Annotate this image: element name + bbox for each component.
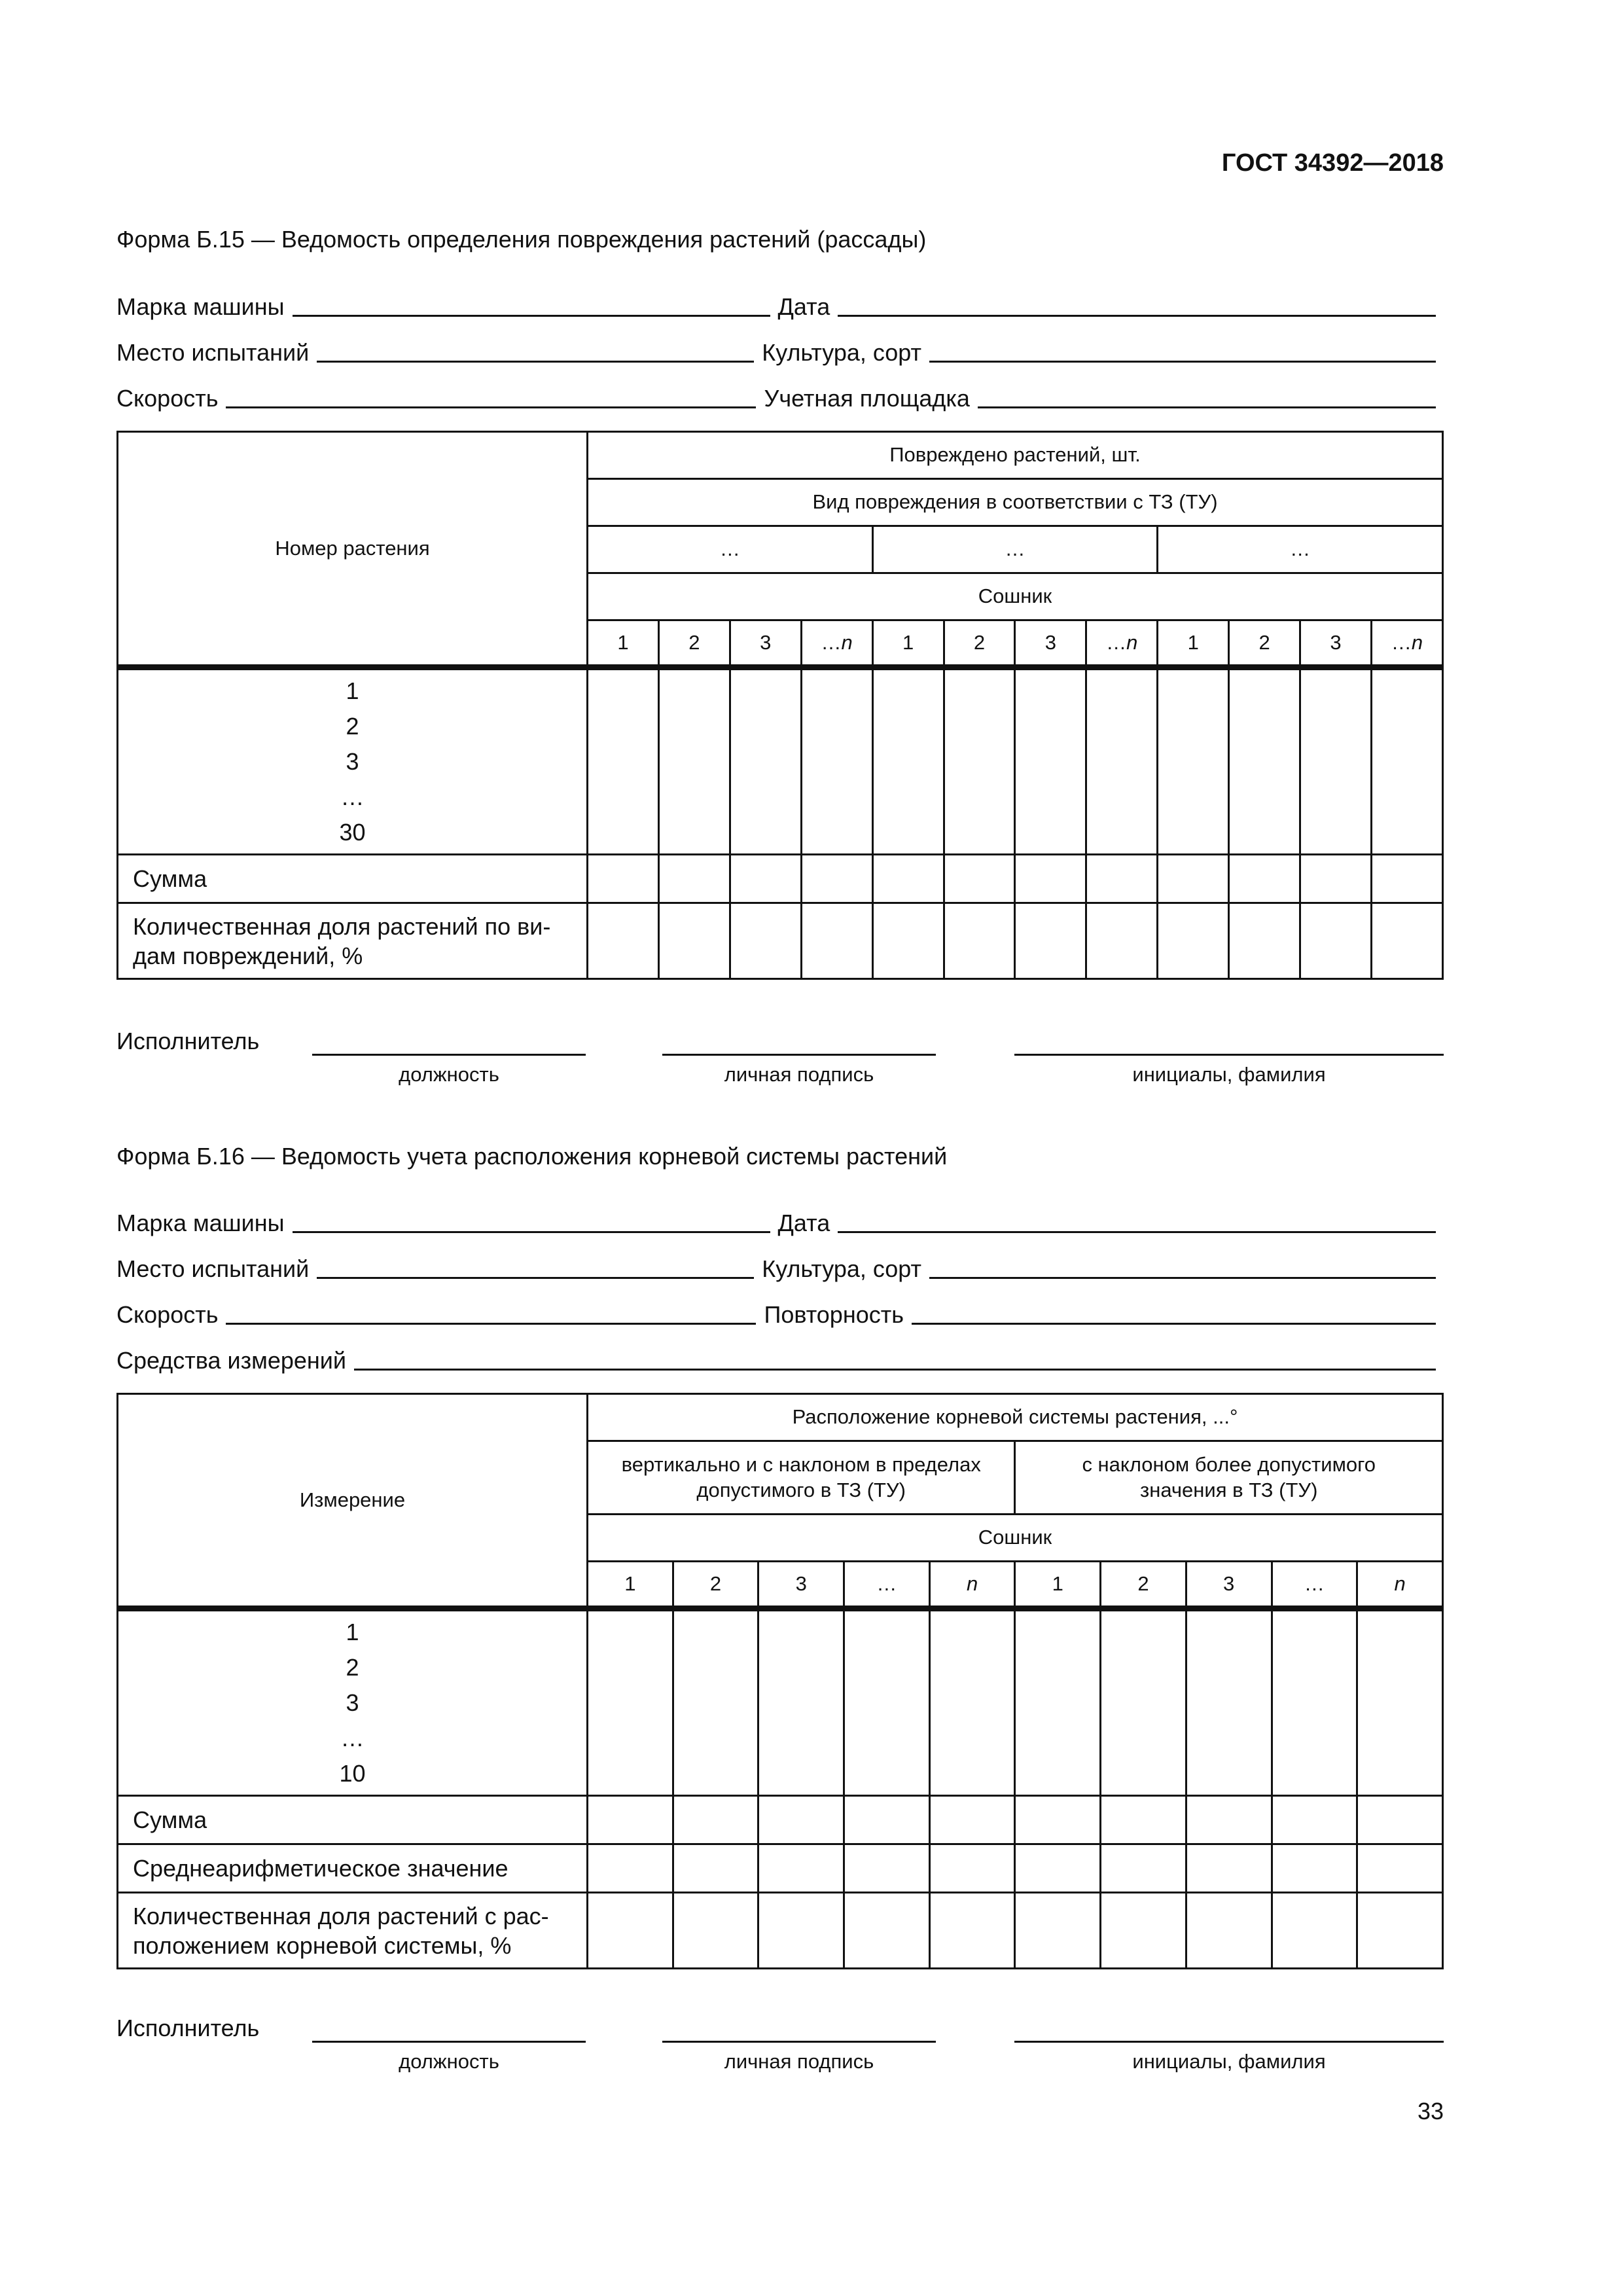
damaged-header: Повреждено растений, шт. xyxy=(588,432,1443,479)
col-header: 1 xyxy=(588,1562,673,1609)
culture-label: Культура, сорт xyxy=(762,339,922,366)
form16-title: Форма Б.16 — Ведомость учета расположения корневой системы растений xyxy=(116,1143,948,1170)
date-field[interactable] xyxy=(838,1231,1436,1233)
date-label: Дата xyxy=(777,293,830,320)
brand-field[interactable] xyxy=(293,1231,770,1233)
plot-label: Учетная площадка xyxy=(764,385,970,412)
form15-name-line[interactable] xyxy=(1014,1054,1444,1056)
col-header: 3 xyxy=(758,1562,844,1609)
form15-table xyxy=(116,431,1444,980)
culture-field[interactable] xyxy=(929,1277,1436,1279)
form15-position-caption: должность xyxy=(399,1063,499,1086)
damage-type-header: Вид повреждения в соответствии с ТЗ (ТУ) xyxy=(588,479,1443,526)
form15-position-line[interactable] xyxy=(312,1054,586,1056)
col-header-n: …n xyxy=(1371,620,1442,668)
speed-field[interactable] xyxy=(226,1323,756,1325)
brand-label: Марка машины xyxy=(116,293,285,320)
measure-field[interactable] xyxy=(354,1369,1436,1371)
form16-name-line[interactable] xyxy=(1014,2041,1444,2043)
place-field[interactable] xyxy=(317,1277,754,1279)
brand-field[interactable] xyxy=(293,315,770,317)
share-row-label: Количественная доля растений с рас- положением корневой системы, % xyxy=(118,1893,588,1969)
speed-label: Скорость xyxy=(116,1301,219,1328)
damage-group-2: … xyxy=(872,526,1158,573)
form16-executor-label: Исполнитель xyxy=(116,2015,260,2041)
col-header: … xyxy=(844,1562,930,1609)
col-header-n: …n xyxy=(801,620,872,668)
col-header: 3 xyxy=(730,620,801,668)
col-header: 2 xyxy=(658,620,730,668)
form16-row3 xyxy=(116,1296,1444,1329)
plant-number-header: Номер растения xyxy=(118,432,588,668)
page-number: 33 xyxy=(1417,2098,1444,2125)
date-field[interactable] xyxy=(838,315,1436,317)
root-location-header: Расположение корневой системы растения, ...° xyxy=(588,1394,1443,1441)
form15-executor-label: Исполнитель xyxy=(116,1028,260,1054)
form16-name-caption: инициалы, фамилия xyxy=(1132,2050,1326,2073)
form16-row4 xyxy=(116,1342,1444,1374)
mean-row-label: Среднеарифметическое значение xyxy=(118,1844,588,1893)
form15-sign-line[interactable] xyxy=(662,1054,936,1056)
place-label: Место испытаний xyxy=(116,339,310,366)
date-label: Дата xyxy=(777,1210,830,1236)
form15-row2 xyxy=(116,334,1444,367)
culture-field[interactable] xyxy=(929,361,1436,363)
col-header: 1 xyxy=(1015,1562,1101,1609)
repeat-field[interactable] xyxy=(912,1323,1436,1325)
form16-row2 xyxy=(116,1250,1444,1283)
plant-numbers: 1 2 3 … 30 xyxy=(118,668,588,855)
col-header: … xyxy=(1272,1562,1357,1609)
speed-field[interactable] xyxy=(226,406,756,408)
place-field[interactable] xyxy=(317,361,754,363)
form16-row1 xyxy=(116,1204,1444,1237)
col-header: 2 xyxy=(1229,620,1300,668)
form16-sign-caption: личная подпись xyxy=(724,2050,874,2073)
col-header: 1 xyxy=(872,620,944,668)
form15-name-caption: инициалы, фамилия xyxy=(1132,1063,1326,1086)
col-header: 1 xyxy=(588,620,659,668)
col-header: 3 xyxy=(1186,1562,1272,1609)
form16-position-caption: должность xyxy=(399,2050,499,2073)
sum-row-label: Сумма xyxy=(118,1796,588,1844)
form16-position-line[interactable] xyxy=(312,2041,586,2043)
damage-group-3: … xyxy=(1158,526,1443,573)
col-header-n: n xyxy=(929,1562,1015,1609)
brand-label: Марка машины xyxy=(116,1210,285,1236)
form15-sign-caption: личная подпись xyxy=(724,1063,874,1086)
measurement-numbers: 1 2 3 … 10 xyxy=(118,1609,588,1796)
culture-label: Культура, сорт xyxy=(762,1255,922,1282)
col-header: 1 xyxy=(1158,620,1229,668)
col-header: 2 xyxy=(944,620,1015,668)
share-row-label: Количественная доля растений по ви- дам повреждений, % xyxy=(118,903,588,979)
form15-title: Форма Б.15 — Ведомость определения повреждения растений (рассады) xyxy=(116,226,927,253)
col-header: 3 xyxy=(1300,620,1372,668)
col-header: 2 xyxy=(1101,1562,1186,1609)
form15-row1 xyxy=(116,288,1444,321)
sum-row-label: Сумма xyxy=(118,855,588,903)
standard-number: ГОСТ 34392—2018 xyxy=(1221,149,1444,177)
col-header: 3 xyxy=(1015,620,1086,668)
tilted-header: с наклоном более допустимого значения в ТЗ (ТУ) xyxy=(1015,1441,1443,1515)
vertical-header: вертикально и с наклоном в пределах допустимого в ТЗ (ТУ) xyxy=(588,1441,1015,1515)
col-header-n: n xyxy=(1357,1562,1443,1609)
opener-header: Сошник xyxy=(588,1515,1443,1562)
damage-group-1: … xyxy=(588,526,873,573)
place-label: Место испытаний xyxy=(116,1255,310,1282)
col-header: 2 xyxy=(673,1562,758,1609)
form16-table xyxy=(116,1393,1444,1969)
form16-sign-line[interactable] xyxy=(662,2041,936,2043)
measure-label: Средства измерений xyxy=(116,1347,347,1374)
col-header-n: …n xyxy=(1086,620,1158,668)
plot-field[interactable] xyxy=(978,406,1436,408)
speed-label: Скорость xyxy=(116,385,219,412)
opener-header: Сошник xyxy=(588,573,1443,620)
repeat-label: Повторность xyxy=(764,1301,904,1328)
form15-row3 xyxy=(116,380,1444,412)
measurement-header: Измерение xyxy=(118,1394,588,1609)
